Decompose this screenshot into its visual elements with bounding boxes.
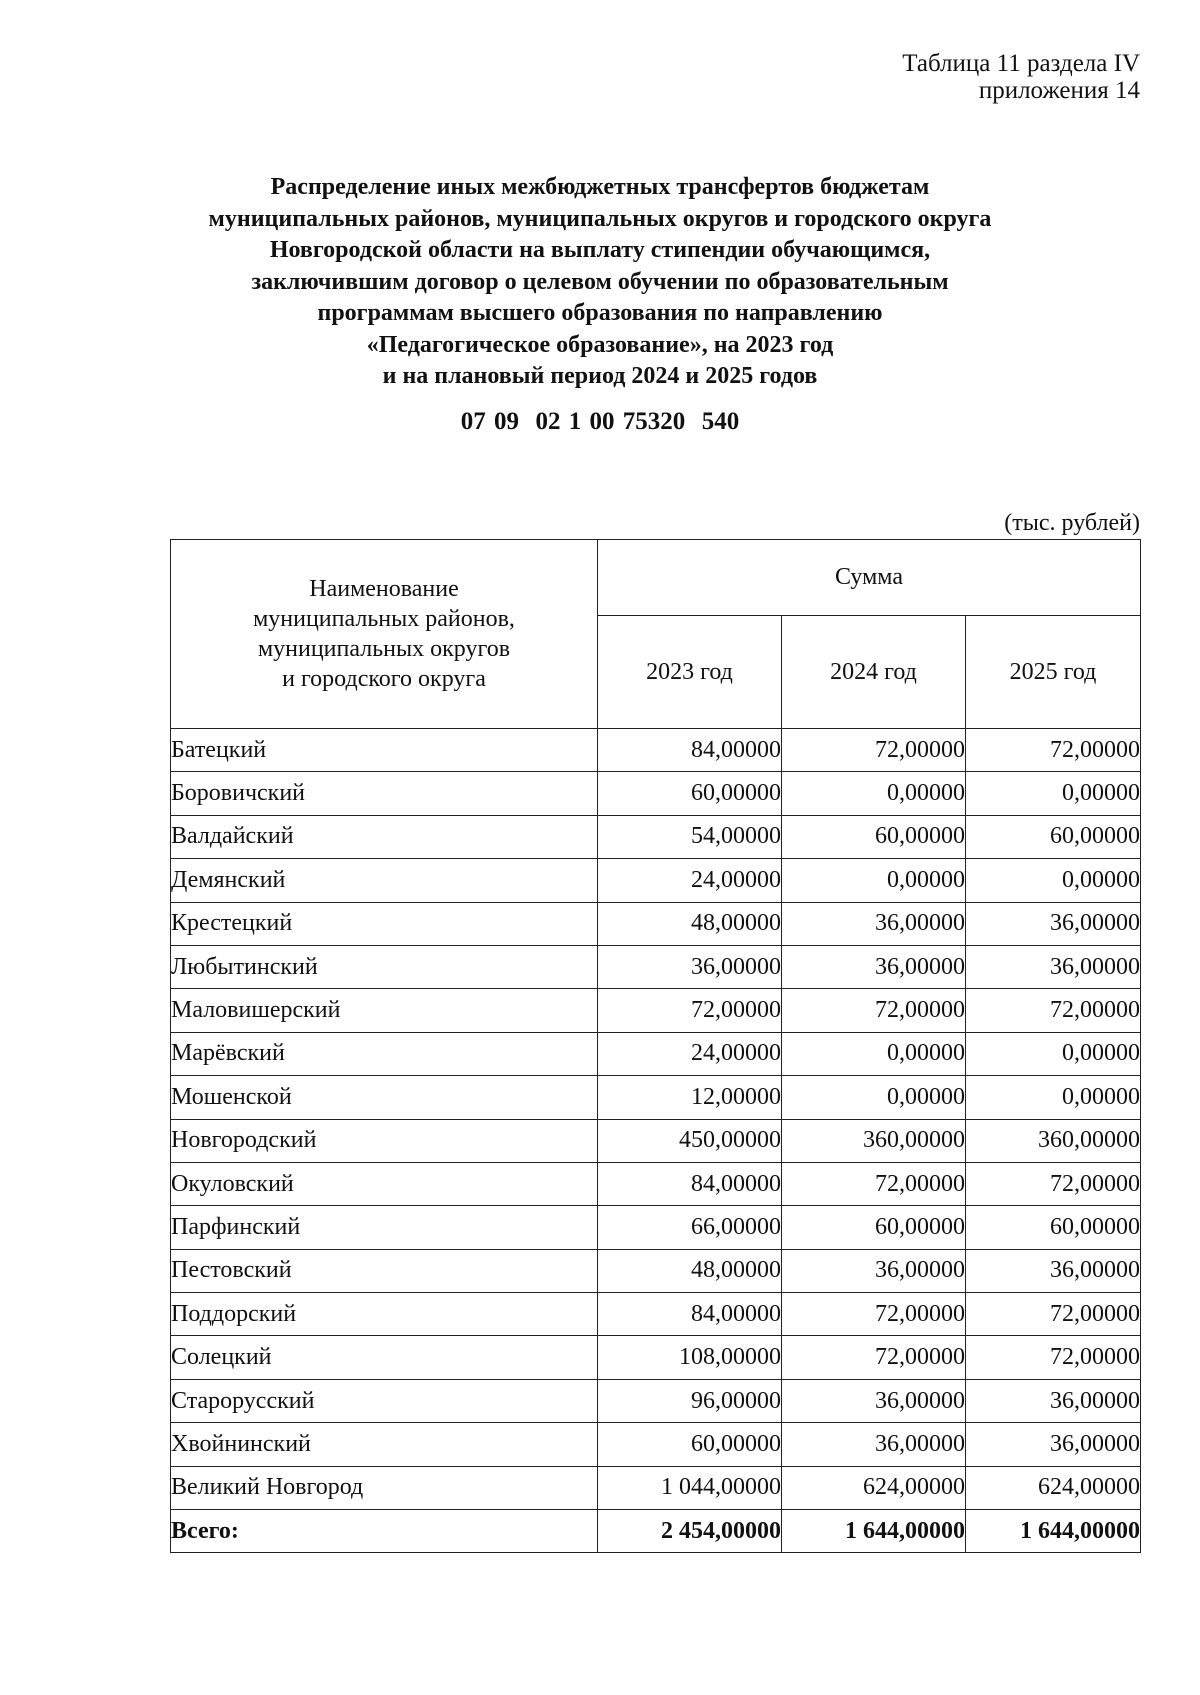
table-row <box>171 1423 1141 1466</box>
district-name: Любытинский <box>171 945 598 988</box>
district-name: Старорусский <box>171 1379 598 1422</box>
table-row <box>171 1076 1141 1119</box>
district-name: Поддорский <box>171 1293 598 1336</box>
title-line: и на плановый период 2024 и 2025 годов <box>382 363 818 389</box>
district-name: Валдайский <box>171 815 598 858</box>
column-header-2025: 2025 год <box>966 616 1141 729</box>
amount-2025: 360,00000 <box>966 1119 1141 1162</box>
column-header-2024: 2024 год <box>782 616 966 729</box>
table-row <box>171 729 1141 772</box>
title-line: Новгородской области на выплату стипендии обучающимся, <box>269 237 931 263</box>
amount-2025: 72,00000 <box>966 989 1141 1032</box>
table-row <box>171 1032 1141 1075</box>
district-name: Боровичский <box>171 772 598 815</box>
district-name: Хвойнинский <box>171 1423 598 1466</box>
amount-2024: 60,00000 <box>782 815 966 858</box>
amount-2025: 36,00000 <box>966 902 1141 945</box>
amount-2025: 36,00000 <box>966 1249 1141 1292</box>
amount-2025: 60,00000 <box>966 815 1141 858</box>
amount-2025: 0,00000 <box>966 772 1141 815</box>
district-name: Крестецкий <box>171 902 598 945</box>
amount-2023: 1 044,00000 <box>598 1466 782 1509</box>
table-row <box>171 1379 1141 1422</box>
district-name: Батецкий <box>171 729 598 772</box>
amount-2024: 72,00000 <box>782 989 966 1032</box>
units-label: (тыс. рублей) <box>1004 510 1140 536</box>
amount-2023: 108,00000 <box>598 1336 782 1379</box>
amount-2025: 0,00000 <box>966 859 1141 902</box>
table-row <box>171 945 1141 988</box>
total-2023: 2 454,00000 <box>598 1510 782 1553</box>
title-line: заключившим договор о целевом обучении по образовательным <box>251 268 949 295</box>
amount-2024: 72,00000 <box>782 1336 966 1379</box>
distribution-table <box>170 539 1141 1553</box>
amount-2025: 36,00000 <box>966 1379 1141 1422</box>
district-name: Маловишерский <box>171 989 598 1032</box>
district-name: Окуловский <box>171 1162 598 1205</box>
total-2024: 1 644,00000 <box>782 1510 966 1553</box>
table-row <box>171 1162 1141 1205</box>
amount-2023: 60,00000 <box>598 1423 782 1466</box>
amount-2023: 450,00000 <box>598 1119 782 1162</box>
table-row <box>171 859 1141 902</box>
amount-2024: 36,00000 <box>782 1423 966 1466</box>
table-row <box>171 1466 1141 1509</box>
table-row <box>171 902 1141 945</box>
amount-2024: 36,00000 <box>782 945 966 988</box>
amount-2025: 624,00000 <box>966 1466 1141 1509</box>
column-header-sum: Сумма <box>598 540 1141 616</box>
amount-2024: 72,00000 <box>782 729 966 772</box>
amount-2023: 84,00000 <box>598 729 782 772</box>
amount-2024: 624,00000 <box>782 1466 966 1509</box>
table-row <box>171 1119 1141 1162</box>
amount-2023: 48,00000 <box>598 1249 782 1292</box>
header-name-line: муниципальных районов, <box>253 606 515 632</box>
amount-2023: 84,00000 <box>598 1162 782 1205</box>
total-2025: 1 644,00000 <box>966 1510 1141 1553</box>
amount-2025: 0,00000 <box>966 1076 1141 1119</box>
amount-2025: 0,00000 <box>966 1032 1141 1075</box>
amount-2025: 72,00000 <box>966 1293 1141 1336</box>
title-line: Распределение иных межбюджетных трансфертов бюджетам <box>270 174 930 200</box>
amount-2024: 72,00000 <box>782 1293 966 1336</box>
district-name: Великий Новгород <box>171 1466 598 1509</box>
amount-2023: 66,00000 <box>598 1206 782 1249</box>
appendix-reference-line2: приложения 14 <box>978 77 1140 104</box>
district-name: Новгородский <box>171 1119 598 1162</box>
amount-2025: 72,00000 <box>966 1336 1141 1379</box>
total-label: Всего: <box>171 1510 598 1553</box>
amount-2025: 60,00000 <box>966 1206 1141 1249</box>
amount-2023: 36,00000 <box>598 945 782 988</box>
header-name-line: и городского округа <box>282 666 486 692</box>
amount-2024: 72,00000 <box>782 1162 966 1205</box>
amount-2024: 36,00000 <box>782 902 966 945</box>
table-row <box>171 1206 1141 1249</box>
district-name: Солецкий <box>171 1336 598 1379</box>
appendix-reference-line1: Таблица 11 раздела IV <box>902 50 1140 77</box>
amount-2024: 36,00000 <box>782 1379 966 1422</box>
table-row <box>171 772 1141 815</box>
amount-2024: 360,00000 <box>782 1119 966 1162</box>
amount-2024: 0,00000 <box>782 1032 966 1075</box>
amount-2023: 96,00000 <box>598 1379 782 1422</box>
table-row <box>171 1336 1141 1379</box>
district-name: Парфинский <box>171 1206 598 1249</box>
amount-2023: 24,00000 <box>598 859 782 902</box>
table-row <box>171 1249 1141 1292</box>
amount-2025: 36,00000 <box>966 1423 1141 1466</box>
district-name: Пестовский <box>171 1249 598 1292</box>
district-name: Демянский <box>171 859 598 902</box>
column-header-name <box>171 540 598 729</box>
title-line: муниципальных районов, муниципальных округов и городского округа <box>208 205 992 232</box>
title-line: «Педагогическое образование», на 2023 год <box>366 331 834 358</box>
table-row <box>171 989 1141 1032</box>
header-name-line: муниципальных округов <box>257 636 511 662</box>
document-title <box>150 172 1050 393</box>
amount-2024: 60,00000 <box>782 1206 966 1249</box>
amount-2024: 0,00000 <box>782 1076 966 1119</box>
district-name: Мошенской <box>171 1076 598 1119</box>
amount-2025: 72,00000 <box>966 729 1141 772</box>
table-row <box>171 815 1141 858</box>
amount-2025: 36,00000 <box>966 945 1141 988</box>
header-name-line: Наименование <box>309 576 459 602</box>
budget-classification-code: 07 09 02 1 00 75320 540 <box>460 408 740 435</box>
amount-2024: 36,00000 <box>782 1249 966 1292</box>
district-name: Марёвский <box>171 1032 598 1075</box>
column-header-2023: 2023 год <box>598 616 782 729</box>
amount-2023: 54,00000 <box>598 815 782 858</box>
amount-2024: 0,00000 <box>782 859 966 902</box>
amount-2023: 84,00000 <box>598 1293 782 1336</box>
title-line: программам высшего образования по направлению <box>317 300 883 326</box>
appendix-reference <box>902 50 1140 104</box>
amount-2024: 0,00000 <box>782 772 966 815</box>
table-row <box>171 1293 1141 1336</box>
amount-2023: 48,00000 <box>598 902 782 945</box>
amount-2023: 12,00000 <box>598 1076 782 1119</box>
amount-2023: 72,00000 <box>598 989 782 1032</box>
amount-2023: 24,00000 <box>598 1032 782 1075</box>
amount-2023: 60,00000 <box>598 772 782 815</box>
total-row <box>171 1510 1141 1553</box>
amount-2025: 72,00000 <box>966 1162 1141 1205</box>
